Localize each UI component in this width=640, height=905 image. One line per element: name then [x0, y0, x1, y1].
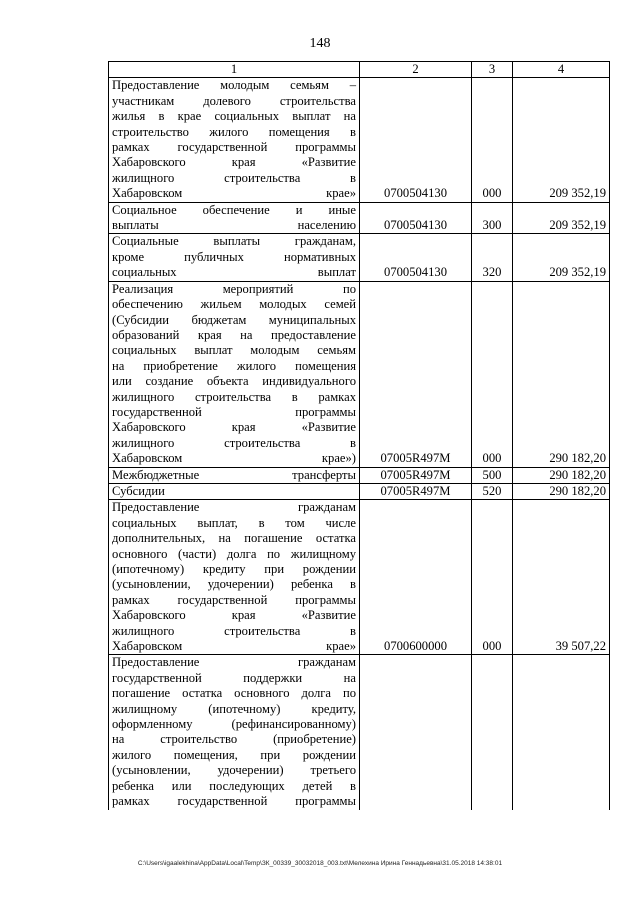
row-amount: 39 507,22	[513, 500, 610, 655]
row-expense-type: 300	[472, 202, 513, 234]
description-line: Хабаровском крае»)	[112, 451, 356, 466]
row-expense-type: 000	[472, 78, 513, 202]
description-line: (усыновлении, удочерении) третьего	[112, 763, 356, 778]
row-description	[109, 483, 360, 499]
description-line: Межбюджетные трансферты	[112, 467, 356, 482]
description-line: жилищного строительства в	[112, 170, 356, 185]
description-line: социальных выплат, в том числе	[112, 515, 356, 530]
table-row	[109, 483, 610, 499]
description-line: социальных выплат	[112, 265, 356, 280]
description-line: жилищного строительства в рамках	[112, 389, 356, 404]
table-row	[109, 78, 610, 202]
row-code: 07005R497M	[360, 467, 472, 483]
description-line: участникам долевого строительства	[112, 93, 356, 108]
row-description	[109, 655, 360, 810]
description-line: оформленному (рефинансированному)	[112, 717, 356, 732]
row-amount: 209 352,19	[513, 234, 610, 281]
row-amount: 290 182,20	[513, 483, 610, 499]
description-line: погашение остатка основного долга по	[112, 686, 356, 701]
description-line: Хабаровском крае»	[112, 639, 356, 654]
description-line: рамках государственной программы	[112, 140, 356, 155]
table-row	[109, 467, 610, 483]
description-line: жилищного строительства в	[112, 435, 356, 450]
row-code: 0700504130	[360, 202, 472, 234]
row-description	[109, 500, 360, 655]
description-line: дополнительных, на погашение остатка	[112, 531, 356, 546]
row-code: 0700504130	[360, 78, 472, 202]
description-line: Хабаровском крае»	[112, 186, 356, 201]
description-line: государственной программы	[112, 404, 356, 419]
table-row	[109, 202, 610, 234]
description-line: (усыновлении, удочерении) ребенка в	[112, 577, 356, 592]
row-amount: 290 182,20	[513, 467, 610, 483]
description-line: на приобретение жилого помещения	[112, 358, 356, 373]
row-description	[109, 281, 360, 467]
description-line: жилого помещения, при рождении	[112, 747, 356, 762]
table-row	[109, 655, 610, 810]
row-expense-type: 520	[472, 483, 513, 499]
table-header-row	[109, 62, 610, 78]
description-line: или создание объекта индивидуального	[112, 374, 356, 389]
row-expense-type: 500	[472, 467, 513, 483]
row-code: 07005R497M	[360, 281, 472, 467]
description-line: Хабаровского края «Развитие	[112, 155, 356, 170]
description-line: жилищному (ипотечному) кредиту,	[112, 701, 356, 716]
description-line: жилищного строительства в	[112, 623, 356, 638]
description-line: на строительство (приобретение)	[112, 732, 356, 747]
table-row	[109, 281, 610, 467]
row-code	[360, 655, 472, 810]
column-header: 4	[513, 62, 610, 78]
row-amount: 209 352,19	[513, 78, 610, 202]
description-line: Хабаровского края «Развитие	[112, 608, 356, 623]
description-line: Реализация мероприятий по	[112, 281, 356, 296]
file-path-footer: C:\Users\igaalekhina\AppData\Local\Temp\ЗК_00339_30032018_003.txt\Мелехина Ирина Геннадьевна\31.05.2018 14:38:01	[137, 860, 503, 867]
row-code: 0700600000	[360, 500, 472, 655]
row-expense-type: 000	[472, 500, 513, 655]
row-expense-type	[472, 655, 513, 810]
description-line: рамках государственной программы	[112, 794, 356, 809]
description-line: (Субсидии бюджетам муниципальных	[112, 312, 356, 327]
row-description	[109, 202, 360, 234]
row-expense-type: 000	[472, 281, 513, 467]
row-expense-type: 320	[472, 234, 513, 281]
description-line: кроме публичных нормативных	[112, 249, 356, 264]
row-description	[109, 467, 360, 483]
row-code: 0700504130	[360, 234, 472, 281]
description-line: ребенка или последующих детей в	[112, 778, 356, 793]
column-header: 1	[109, 62, 360, 78]
description-line: государственной поддержки на	[112, 670, 356, 685]
description-line: Социальное обеспечение и иные	[112, 202, 356, 217]
table-row	[109, 500, 610, 655]
description-line: социальных выплат молодым семьям	[112, 343, 356, 358]
column-header: 2	[360, 62, 472, 78]
row-description	[109, 78, 360, 202]
description-line: Предоставление молодым семьям –	[112, 78, 356, 93]
row-description	[109, 234, 360, 281]
description-line: рамках государственной программы	[112, 592, 356, 607]
description-line: Предоставление гражданам	[112, 500, 356, 515]
page-number: 148	[309, 36, 331, 51]
description-line: выплаты населению	[112, 218, 356, 233]
table-row	[109, 234, 610, 281]
description-line: (ипотечному) кредиту при рождении	[112, 562, 356, 576]
description-line: Предоставление гражданам	[112, 655, 356, 670]
row-amount	[513, 655, 610, 810]
description-line: жилья в крае социальных выплат на	[112, 109, 356, 124]
description-line: основного (части) долга по жилищному	[112, 546, 356, 561]
row-code: 07005R497M	[360, 483, 472, 499]
row-amount: 290 182,20	[513, 281, 610, 467]
column-header: 3	[472, 62, 513, 78]
description-line: строительство жилого помещения в	[112, 124, 356, 139]
budget-table	[108, 61, 610, 810]
description-line: образований края на предоставление	[112, 327, 356, 342]
description-line: Социальные выплаты гражданам,	[112, 234, 356, 249]
description-line: Хабаровского края «Развитие	[112, 420, 356, 435]
row-amount: 209 352,19	[513, 202, 610, 234]
description-line: Субсидии	[112, 483, 165, 498]
description-line: обеспечению жильем молодых семей	[112, 297, 356, 312]
